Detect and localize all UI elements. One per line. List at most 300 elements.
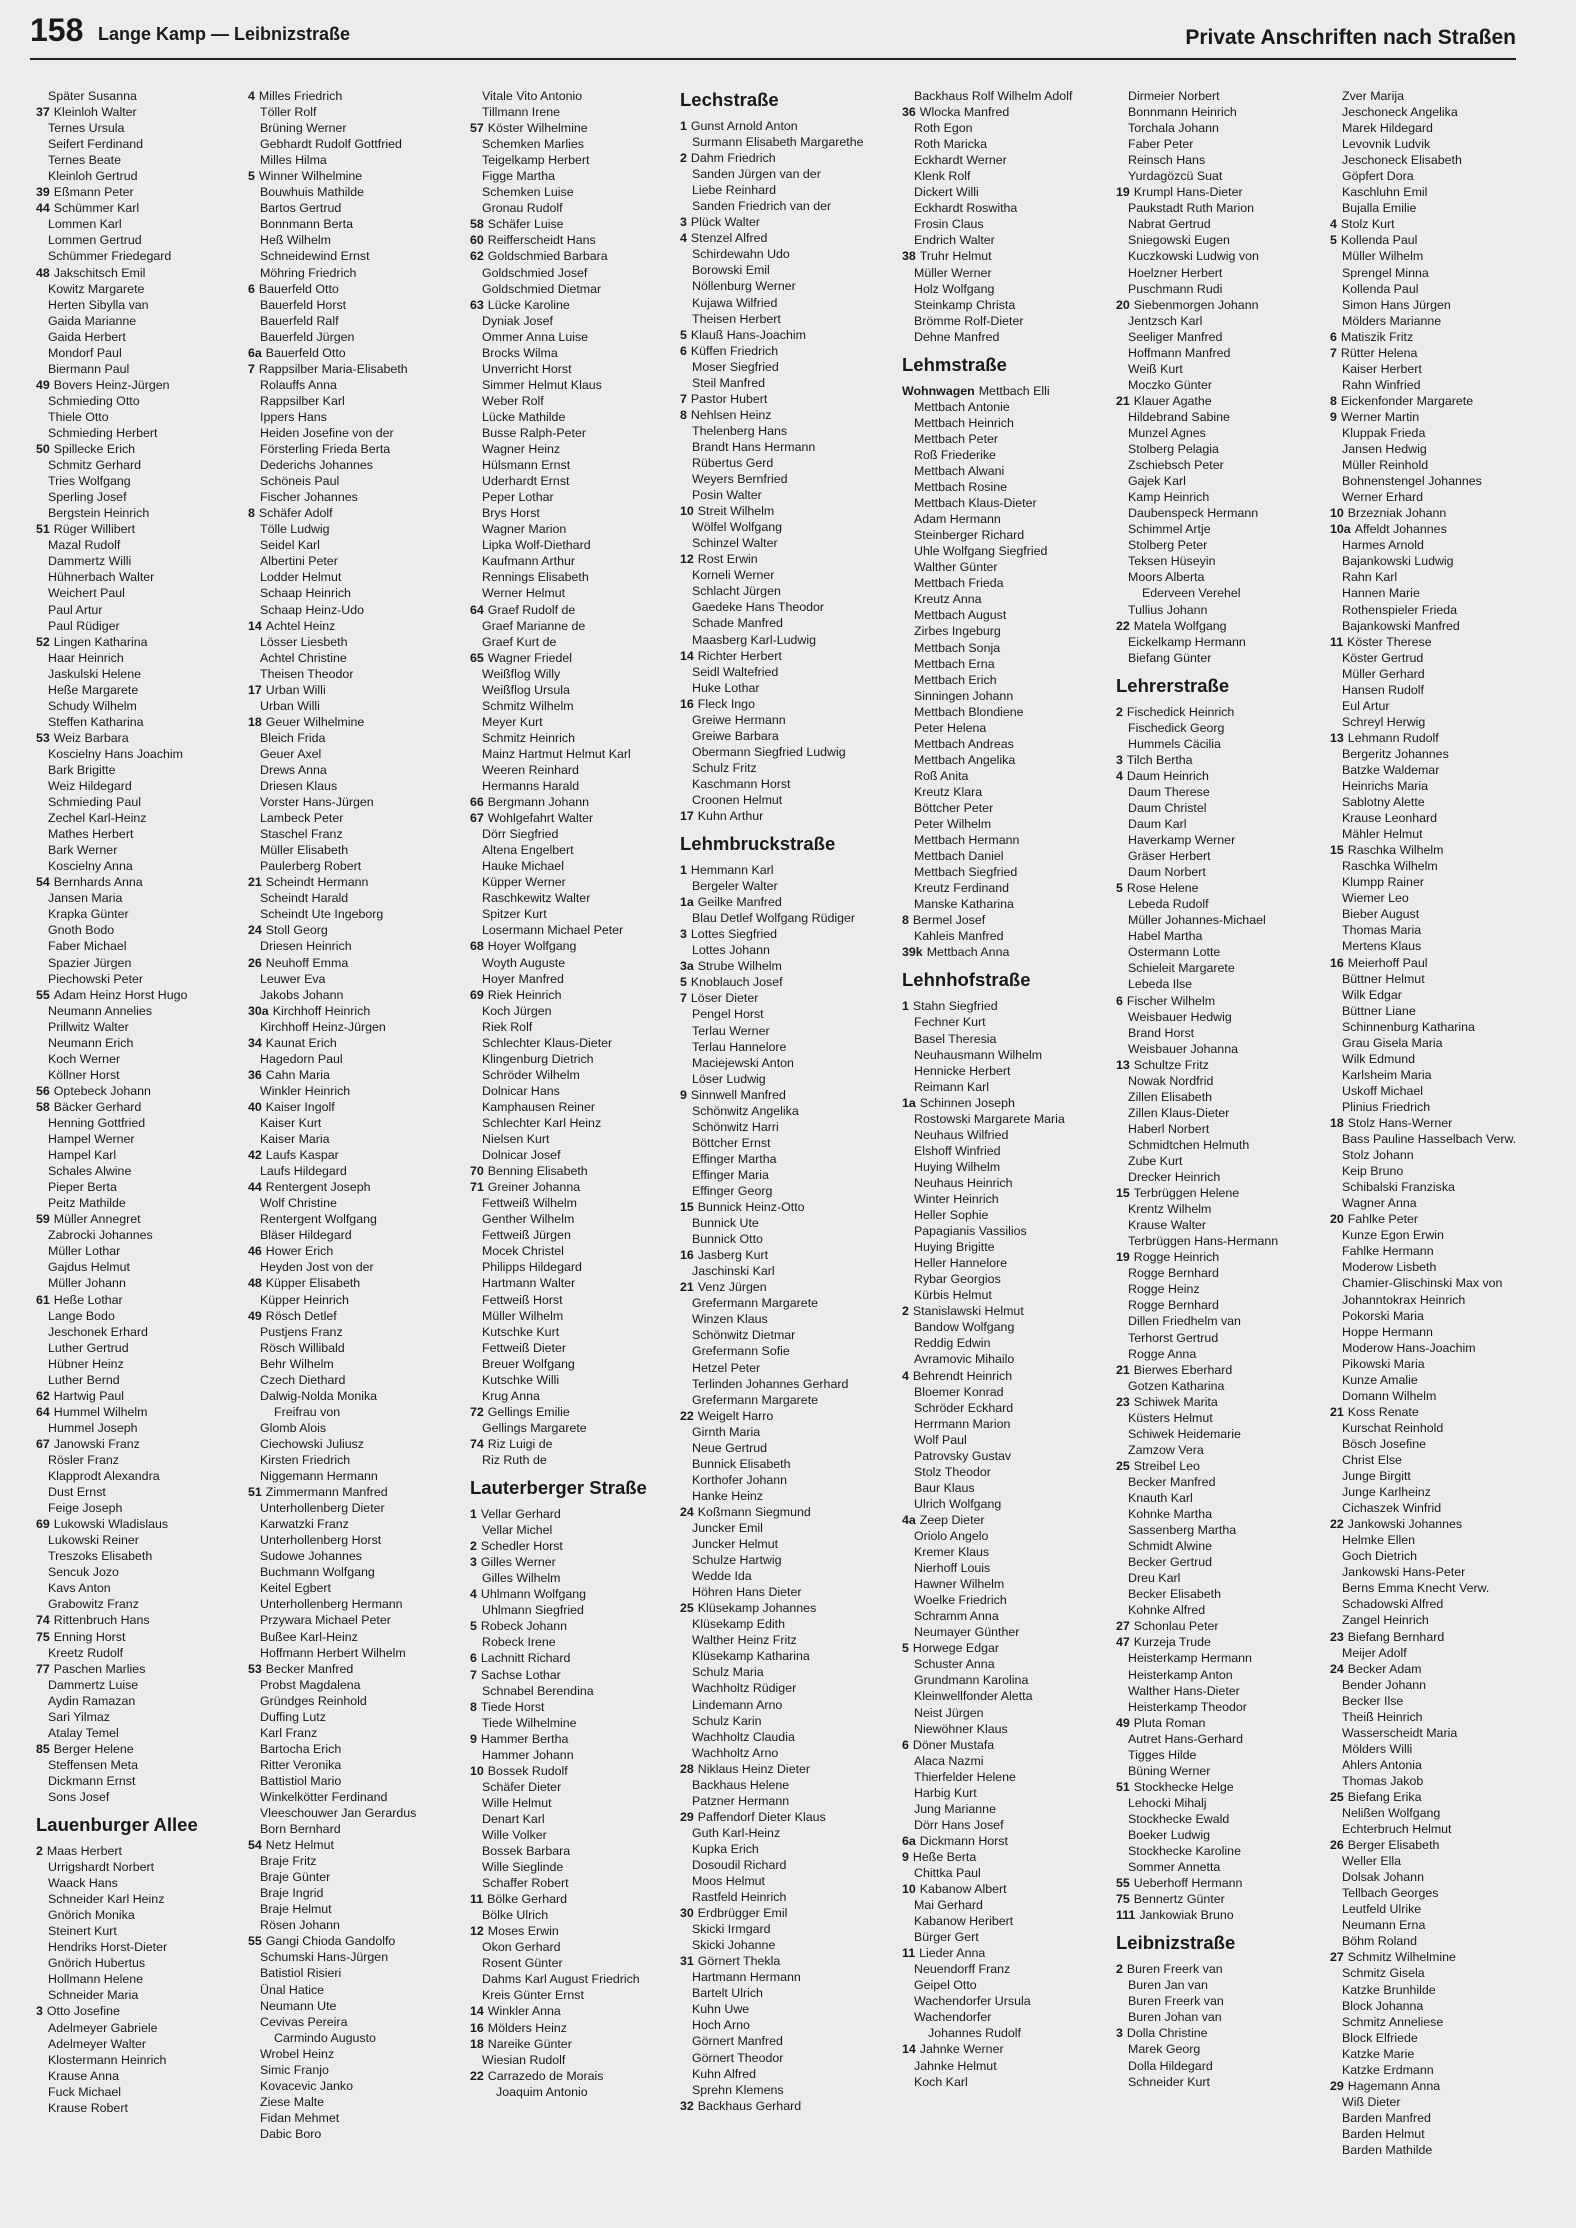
directory-entry xyxy=(36,1436,248,1452)
resident-name: Mettbach Blondiene xyxy=(914,704,1024,719)
directory-entry xyxy=(680,862,892,878)
directory-entry xyxy=(1330,906,1542,922)
resident-name: Girnth Maria xyxy=(692,1424,761,1439)
resident-name: Kleinwellfonder Aletta xyxy=(914,1689,1033,1704)
directory-entry xyxy=(680,1327,892,1343)
resident-name: Lommen Gertrud xyxy=(48,233,142,248)
resident-name: Becker Gertrud xyxy=(1128,1555,1213,1570)
resident-name: Tiede Wilhelmine xyxy=(482,1715,577,1730)
resident-name: Posin Walter xyxy=(692,488,762,503)
resident-name: Figge Martha xyxy=(482,169,556,184)
directory-entry xyxy=(470,457,682,473)
resident-name: Moczko Günter xyxy=(1128,377,1213,392)
directory-entry xyxy=(36,152,248,168)
resident-name: Küpper Heinrich xyxy=(260,1292,349,1307)
resident-name: Wagner Friedel xyxy=(487,650,573,665)
resident-name: Weisbauer Johanna xyxy=(1128,1041,1238,1056)
resident-name: Buren Freerk van xyxy=(1126,1962,1223,1977)
directory-entry xyxy=(680,760,892,776)
directory-entry xyxy=(680,150,892,166)
directory-entry xyxy=(680,1023,892,1039)
resident-name: Dust Ernst xyxy=(48,1485,106,1500)
resident-name: Ueberhoff Hermann xyxy=(1133,1876,1243,1891)
directory-entry xyxy=(902,1287,1114,1303)
directory-entry xyxy=(1116,313,1328,329)
directory-entry xyxy=(470,746,682,762)
resident-name: Krause Leonhard xyxy=(1342,811,1438,826)
resident-name: Graef Marianne de xyxy=(482,618,586,633)
directory-entry xyxy=(1116,1041,1328,1057)
directory-entry xyxy=(680,1648,892,1664)
directory-entry xyxy=(680,1905,892,1921)
house-number: 3a xyxy=(680,959,694,974)
directory-entry xyxy=(1330,1115,1542,1131)
directory-entry xyxy=(680,1263,892,1279)
resident-name: Christ Else xyxy=(1342,1452,1402,1467)
resident-name: Bleich Frida xyxy=(260,730,326,745)
directory-entry xyxy=(902,1656,1114,1672)
directory-entry xyxy=(36,1275,248,1291)
resident-name: Töller Rolf xyxy=(260,105,317,120)
resident-name: Jankowiak Bruno xyxy=(1139,1908,1234,1923)
house-number: 12 xyxy=(470,1924,484,1939)
directory-entry xyxy=(1116,1121,1328,1137)
directory-entry xyxy=(470,361,682,377)
resident-name: Waack Hans xyxy=(48,1876,118,1891)
directory-entry xyxy=(36,2052,248,2068)
resident-name: Kreetz Rudolf xyxy=(48,1645,124,1660)
resident-name: Dolnicar Hans xyxy=(482,1083,560,1098)
directory-entry xyxy=(1330,762,1542,778)
resident-name: Milles Friedrich xyxy=(258,89,343,103)
resident-name: Gnörich Monika xyxy=(48,1908,135,1923)
directory-entry xyxy=(1330,1564,1542,1580)
house-number: 1a xyxy=(680,895,694,910)
resident-name: Vellar Michel xyxy=(482,1523,553,1538)
resident-name: Lipka Wolf-Diethard xyxy=(482,538,591,553)
directory-entry xyxy=(680,1343,892,1359)
resident-name: Werner Martin xyxy=(1340,409,1420,424)
directory-entry xyxy=(680,1199,892,1215)
directory-entry xyxy=(1330,1227,1542,1243)
directory-entry xyxy=(248,698,460,714)
resident-name: Mettbach Alwani xyxy=(914,463,1005,478)
resident-name: Borowski Emil xyxy=(692,263,770,278)
resident-name: Görnert Thekla xyxy=(697,1954,781,1969)
resident-name: Effinger Martha xyxy=(692,1151,777,1166)
directory-entry xyxy=(470,955,682,971)
directory-entry xyxy=(470,184,682,200)
house-number: 2 xyxy=(902,1304,909,1319)
resident-name: Müller Elisabeth xyxy=(260,843,349,858)
directory-entry xyxy=(1330,1949,1542,1965)
directory-entry xyxy=(1330,1612,1542,1628)
house-number: 10 xyxy=(1330,506,1344,521)
resident-name: Wolf Paul xyxy=(914,1432,967,1447)
directory-entry xyxy=(36,457,248,473)
directory-entry xyxy=(1330,1629,1542,1645)
directory-entry xyxy=(680,990,892,1006)
resident-name: Stolz Johann xyxy=(1342,1148,1414,1163)
resident-name: Gründges Reinhold xyxy=(260,1693,367,1708)
directory-entry xyxy=(902,1897,1114,1913)
resident-name: Gebhardt Rudolf Gottfried xyxy=(260,137,402,152)
resident-name: Lehmann Rudolf xyxy=(1347,730,1439,745)
directory-entry xyxy=(470,1747,682,1763)
resident-name: Jahnke Werner xyxy=(919,2042,1004,2057)
house-number: 18 xyxy=(470,2036,484,2051)
directory-entry xyxy=(902,463,1114,479)
resident-name: Busse Ralph-Peter xyxy=(482,425,586,440)
directory-entry xyxy=(1330,569,1542,585)
directory-entry xyxy=(248,682,460,698)
resident-name: Neumann Erich xyxy=(48,1035,134,1050)
directory-entry xyxy=(680,214,892,230)
resident-name: Koscielny Anna xyxy=(48,859,133,874)
resident-name: Terbrüggen Helene xyxy=(1133,1186,1240,1201)
directory-entry xyxy=(248,1982,460,1998)
directory-entry xyxy=(470,88,682,104)
resident-name: Rahn Karl xyxy=(1342,570,1398,585)
directory-entry xyxy=(680,439,892,455)
directory-entry xyxy=(248,1195,460,1211)
directory-entry xyxy=(248,216,460,232)
directory-entry xyxy=(680,1311,892,1327)
directory-entry xyxy=(1330,152,1542,168)
directory-entry xyxy=(902,415,1114,431)
resident-name: Kirsten Friedrich xyxy=(260,1452,351,1467)
street-heading: Lauterberger Straße xyxy=(470,1477,647,1499)
directory-entry xyxy=(1116,1410,1328,1426)
resident-name: Lambeck Peter xyxy=(260,811,344,826)
resident-name: Duffing Lutz xyxy=(260,1709,326,1724)
resident-name: Marek Hildegard xyxy=(1342,121,1433,136)
directory-entry xyxy=(680,910,892,926)
resident-name: Mettbach Elli xyxy=(978,383,1050,398)
resident-name: Luther Bernd xyxy=(48,1372,120,1387)
directory-entry xyxy=(902,1753,1114,1769)
directory-entry xyxy=(1116,832,1328,848)
directory-entry xyxy=(680,1889,892,1905)
resident-name: Haberl Norbert xyxy=(1128,1121,1210,1136)
resident-name: Mai Gerhard xyxy=(914,1898,983,1913)
directory-entry xyxy=(248,1773,460,1789)
directory-entry xyxy=(902,248,1114,264)
resident-name: Mocek Christel xyxy=(482,1244,564,1259)
resident-name: Bartos Gertrud xyxy=(260,201,342,216)
resident-name: Küpper Elisabeth xyxy=(265,1276,361,1291)
resident-name: Rütter Helena xyxy=(1340,345,1418,360)
directory-entry xyxy=(902,1464,1114,1480)
directory-entry xyxy=(470,1227,682,1243)
directory-entry xyxy=(470,1388,682,1404)
directory-entry xyxy=(470,553,682,569)
resident-name: Rüger Willibert xyxy=(53,522,136,537)
house-number: 16 xyxy=(1330,955,1344,970)
house-number: 1 xyxy=(470,1507,477,1522)
directory-entry xyxy=(470,1436,682,1452)
directory-entry xyxy=(36,1195,248,1211)
house-number: 67 xyxy=(36,1436,50,1451)
directory-entry xyxy=(248,1917,460,1933)
resident-name: Lommen Karl xyxy=(48,217,122,232)
street-heading: Lehmstraße xyxy=(902,353,1007,375)
resident-name: Bass Pauline Hasselbach Verw. xyxy=(1342,1132,1517,1147)
resident-name: Rittenbruch Hans xyxy=(53,1613,150,1628)
directory-entry xyxy=(470,1667,682,1683)
directory-entry xyxy=(36,634,248,650)
resident-name: Winkler Anna xyxy=(487,2004,561,2019)
directory-entry xyxy=(470,1275,682,1291)
resident-name: Kirchhoff Heinrich xyxy=(272,1003,371,1018)
directory-entry xyxy=(902,543,1114,559)
resident-name: Pustjens Franz xyxy=(260,1324,343,1339)
directory-entry xyxy=(470,1554,682,1570)
directory-entry xyxy=(680,1488,892,1504)
resident-name: Kuhn Arthur xyxy=(697,809,764,824)
resident-name: Eul Artur xyxy=(1342,698,1390,713)
directory-entry xyxy=(470,232,682,248)
resident-name: Urrigshardt Norbert xyxy=(48,1860,155,1875)
directory-entry xyxy=(470,1634,682,1650)
house-number: 1 xyxy=(680,863,687,878)
directory-entry xyxy=(680,728,892,744)
resident-name: Altena Engelbert xyxy=(482,843,574,858)
resident-name: Backhaus Rolf Wilhelm Adolf xyxy=(914,89,1073,103)
directory-entry xyxy=(248,1789,460,1805)
directory-entry xyxy=(902,1785,1114,1801)
resident-name: Gaedeke Hans Theodor xyxy=(692,600,825,615)
directory-entry xyxy=(1116,377,1328,393)
resident-name: Streibel Leo xyxy=(1133,1458,1200,1473)
resident-name: Dosoudil Richard xyxy=(692,1857,787,1872)
resident-name: Papagianis Vassilios xyxy=(914,1224,1027,1239)
directory-entry xyxy=(470,858,682,874)
directory-entry xyxy=(1330,281,1542,297)
resident-name: Kabanow Albert xyxy=(919,1882,1007,1897)
resident-name: Jankowski Johannes xyxy=(1347,1517,1463,1532)
resident-name: Paffendorf Dieter Klaus xyxy=(697,1809,826,1824)
resident-name: Fidan Mehmet xyxy=(260,2110,340,2125)
directory-entry xyxy=(1116,1538,1328,1554)
resident-name: Freifrau von xyxy=(274,1404,341,1419)
resident-name: Schiwek Marita xyxy=(1133,1394,1218,1409)
directory-entry xyxy=(902,1175,1114,1191)
resident-name: Ziese Malte xyxy=(260,2094,325,2109)
resident-name: Tillmann Irene xyxy=(482,105,561,120)
directory-entry xyxy=(902,816,1114,832)
resident-name: Dolla Christine xyxy=(1126,2026,1208,2041)
directory-entry xyxy=(248,168,460,184)
directory-entry xyxy=(36,168,248,184)
directory-entry xyxy=(1116,1650,1328,1666)
resident-name: Schinnen Joseph xyxy=(919,1095,1015,1110)
directory-entry xyxy=(36,1292,248,1308)
resident-name: Kaiser Herbert xyxy=(1342,361,1422,376)
resident-name: Mettbach Erich xyxy=(914,672,997,687)
directory-entry xyxy=(248,906,460,922)
directory-entry xyxy=(1116,784,1328,800)
directory-entry xyxy=(470,152,682,168)
directory-entry xyxy=(1330,1468,1542,1484)
directory-entry xyxy=(36,1211,248,1227)
resident-name: Drews Anna xyxy=(260,762,327,777)
directory-entry xyxy=(470,1179,682,1195)
directory-entry xyxy=(36,1452,248,1468)
resident-name: Bußee Karl-Heinz xyxy=(260,1629,358,1644)
house-number: 7 xyxy=(470,1667,477,1682)
directory-entry xyxy=(36,553,248,569)
resident-name: Lange Bodo xyxy=(48,1308,115,1323)
directory-entry xyxy=(470,2020,682,2036)
resident-name: Autret Hans-Gerhard xyxy=(1128,1731,1244,1746)
resident-name: Unverricht Horst xyxy=(482,361,572,376)
resident-name: Fischer Johannes xyxy=(260,490,358,505)
resident-name: Jeschonek Erhard xyxy=(48,1324,148,1339)
resident-name: Niklaus Heinz Dieter xyxy=(697,1761,811,1776)
resident-name: Ommer Anna Luise xyxy=(482,329,589,344)
resident-name: Heße Berta xyxy=(912,1849,977,1864)
resident-name: Neuhaus Heinrich xyxy=(914,1175,1013,1190)
directory-entry xyxy=(36,1693,248,1709)
directory-entry xyxy=(1116,265,1328,281)
resident-name: Alaca Nazmi xyxy=(914,1753,984,1768)
resident-name: Adam Heinz Horst Hugo xyxy=(53,987,188,1002)
directory-entry xyxy=(36,393,248,409)
directory-entry xyxy=(1330,1677,1542,1693)
resident-name: Müller Reinhold xyxy=(1342,458,1429,473)
directory-entry xyxy=(470,1971,682,1987)
resident-name: Mettbach Siegfried xyxy=(914,865,1018,880)
resident-name: Sprehn Klemens xyxy=(692,2082,784,2097)
directory-entry xyxy=(902,2025,1114,2041)
directory-entry xyxy=(36,585,248,601)
directory-entry xyxy=(1330,1195,1542,1211)
directory-entry xyxy=(248,1388,460,1404)
directory-entry xyxy=(470,489,682,505)
directory-entry xyxy=(248,1885,460,1901)
resident-name: Stolberg Pelagia xyxy=(1128,442,1219,457)
house-number: 22 xyxy=(470,2068,484,2083)
house-number: 20 xyxy=(1330,1212,1344,1227)
resident-name: Puschmann Rudi xyxy=(1128,281,1223,296)
directory-entry xyxy=(470,1859,682,1875)
resident-name: Enning Horst xyxy=(53,1629,126,1644)
directory-entry xyxy=(36,2003,248,2019)
directory-entry xyxy=(470,1259,682,1275)
resident-name: Junge Birgitt xyxy=(1342,1469,1411,1484)
directory-entry xyxy=(248,1949,460,1965)
directory-entry xyxy=(1116,864,1328,880)
directory-entry xyxy=(1116,120,1328,136)
directory-entry xyxy=(902,998,1114,1014)
directory-entry xyxy=(470,1586,682,1602)
directory-entry xyxy=(1116,1362,1328,1378)
directory-entry xyxy=(1116,1907,1328,1923)
resident-name: Kamphausen Reiner xyxy=(482,1099,595,1114)
directory-entry xyxy=(470,537,682,553)
resident-name: Terlau Hannelore xyxy=(692,1039,787,1054)
resident-name: Hermanns Harald xyxy=(482,779,580,794)
house-number: 9 xyxy=(680,1087,687,1102)
directory-entry xyxy=(36,858,248,874)
house-number: 74 xyxy=(36,1613,50,1628)
resident-name: Försterling Frieda Berta xyxy=(260,442,391,457)
directory-entry xyxy=(680,808,892,824)
directory-entry xyxy=(36,810,248,826)
directory-entry xyxy=(1116,1602,1328,1618)
house-number: 14 xyxy=(470,2004,484,2019)
resident-name: Wilk Edgar xyxy=(1342,987,1402,1002)
resident-name: Greiner Johanna xyxy=(487,1180,581,1195)
resident-name: Schemken Luise xyxy=(482,185,574,200)
directory-entry xyxy=(36,1725,248,1741)
directory-entry xyxy=(902,1400,1114,1416)
resident-name: Hendriks Horst-Dieter xyxy=(48,1940,168,1955)
directory-entry xyxy=(248,1677,460,1693)
directory-entry xyxy=(1330,537,1542,553)
resident-name: Gotzen Katharina xyxy=(1128,1378,1225,1393)
resident-name: Tiede Horst xyxy=(480,1699,545,1714)
resident-name: Uderhardt Ernst xyxy=(482,474,570,489)
resident-name: Wachholtz Arno xyxy=(692,1745,779,1760)
resident-name: Rostowski Margarete Maria xyxy=(914,1111,1065,1126)
resident-name: Kürbis Helmut xyxy=(914,1288,992,1303)
directory-entry xyxy=(1330,794,1542,810)
resident-name: Feige Joseph xyxy=(48,1501,123,1516)
directory-entry xyxy=(902,1544,1114,1560)
resident-name: Kabanow Heribert xyxy=(914,1914,1014,1929)
directory-entry xyxy=(680,2033,892,2049)
resident-name: Theiß Heinrich xyxy=(1342,1709,1423,1724)
directory-entry xyxy=(248,1837,460,1853)
resident-name: Buren Jan van xyxy=(1128,1978,1208,1993)
directory-entry xyxy=(470,1650,682,1666)
directory-entry xyxy=(680,1793,892,1809)
directory-entry xyxy=(36,345,248,361)
resident-name: Rogge Heinz xyxy=(1128,1282,1200,1297)
resident-name: Kurschat Reinhold xyxy=(1342,1420,1444,1435)
directory-entry xyxy=(248,441,460,457)
resident-name: Mölders Willi xyxy=(1342,1741,1413,1756)
resident-name: Goldschmied Dietmar xyxy=(482,281,602,296)
house-number: 31 xyxy=(680,1954,694,1969)
resident-name: Kunze Egon Erwin xyxy=(1342,1228,1444,1243)
resident-name: Küpper Werner xyxy=(482,875,566,890)
resident-name: Krentz Wilhelm xyxy=(1128,1202,1212,1217)
resident-name: Sons Josef xyxy=(48,1789,110,1804)
directory-entry xyxy=(470,1147,682,1163)
directory-entry xyxy=(902,2041,1114,2057)
directory-entry xyxy=(248,922,460,938)
resident-name: Schudy Wilhelm xyxy=(48,698,137,713)
resident-name: Wilk Edmund xyxy=(1342,1051,1415,1066)
resident-name: Dammertz Luise xyxy=(48,1677,139,1692)
resident-name: Schales Alwine xyxy=(48,1164,132,1179)
directory-entry xyxy=(1330,1083,1542,1099)
resident-name: Reifferscheidt Hans xyxy=(487,233,596,248)
directory-entry xyxy=(248,938,460,954)
resident-name: Kaufmann Arthur xyxy=(482,554,575,569)
directory-entry xyxy=(902,120,1114,136)
directory-entry xyxy=(680,1841,892,1857)
directory-entry xyxy=(1330,2030,1542,2046)
resident-name: Zschiebsch Peter xyxy=(1128,458,1224,473)
directory-entry xyxy=(902,704,1114,720)
directory-entry xyxy=(1116,1586,1328,1602)
resident-name: Knauth Karl xyxy=(1128,1490,1193,1505)
resident-name: Becker Elisabeth xyxy=(1128,1587,1221,1602)
